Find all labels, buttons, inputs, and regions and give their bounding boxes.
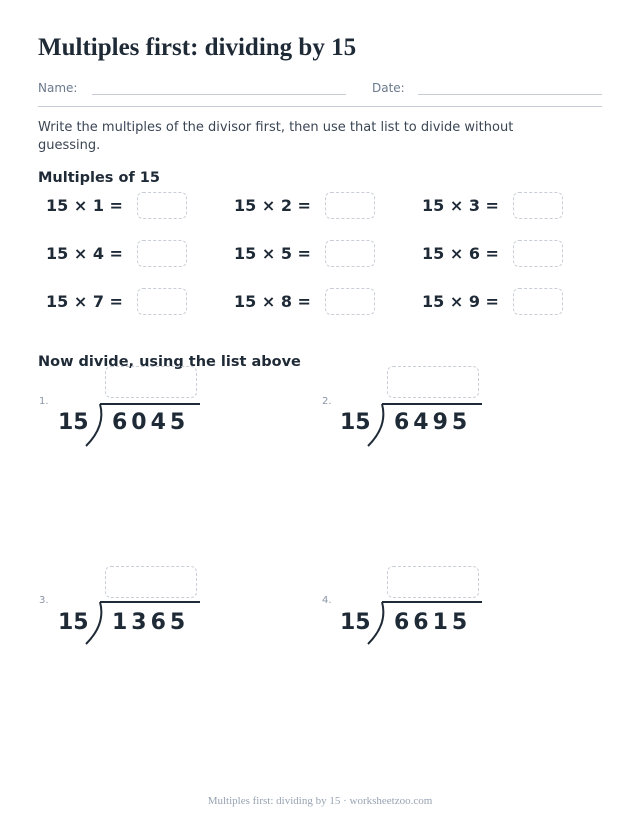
quotient-answer-box[interactable] — [105, 366, 197, 398]
name-field[interactable] — [92, 94, 346, 95]
divisor: 15 — [58, 610, 89, 635]
quotient-answer-box[interactable] — [387, 366, 479, 398]
multiple-label: 15 × 6 = — [422, 244, 499, 263]
multiple-answer-box[interactable] — [513, 240, 563, 267]
multiple-answer-box[interactable] — [325, 240, 375, 267]
problem-number: 4. — [322, 595, 332, 606]
multiple-answer-box[interactable] — [325, 192, 375, 219]
multiple-label: 15 × 5 = — [234, 244, 311, 263]
divisor: 15 — [340, 410, 371, 435]
name-label: Name: — [38, 81, 78, 95]
multiple-answer-box[interactable] — [325, 288, 375, 315]
footer: Multiples first: dividing by 15 · worksheetzoo.com — [207, 795, 433, 807]
dividend: 6615 — [394, 610, 472, 635]
multiple-answer-box[interactable] — [137, 192, 187, 219]
date-label: Date: — [372, 81, 405, 95]
multiples-heading: Multiples of 15 — [38, 170, 160, 186]
divisor: 15 — [58, 410, 89, 435]
multiple-label: 15 × 3 = — [422, 196, 499, 215]
quotient-answer-box[interactable] — [105, 566, 197, 598]
dividend: 1365 — [112, 610, 190, 635]
multiple-answer-box[interactable] — [513, 192, 563, 219]
problem-number: 1. — [39, 396, 49, 407]
problem-number: 2. — [322, 396, 332, 407]
multiple-answer-box[interactable] — [137, 240, 187, 267]
worksheet-title: Multiples first: dividing by 15 — [38, 34, 357, 61]
date-field[interactable] — [418, 94, 602, 95]
multiple-answer-box[interactable] — [513, 288, 563, 315]
header-divider — [38, 106, 602, 107]
problem-number: 3. — [39, 595, 49, 606]
multiple-answer-box[interactable] — [137, 288, 187, 315]
multiple-label: 15 × 2 = — [234, 196, 311, 215]
divisor: 15 — [340, 610, 371, 635]
multiple-label: 15 × 8 = — [234, 292, 311, 311]
multiple-label: 15 × 7 = — [46, 292, 123, 311]
dividend: 6495 — [394, 410, 472, 435]
instructions: Write the multiples of the divisor first, then use that list to divide without guessing. — [38, 120, 514, 153]
dividend: 6045 — [112, 410, 190, 435]
divide-heading: Now divide, using the list above — [38, 354, 301, 370]
multiple-label: 15 × 9 = — [422, 292, 499, 311]
quotient-answer-box[interactable] — [387, 566, 479, 598]
multiple-label: 15 × 1 = — [46, 196, 123, 215]
multiple-label: 15 × 4 = — [46, 244, 123, 263]
